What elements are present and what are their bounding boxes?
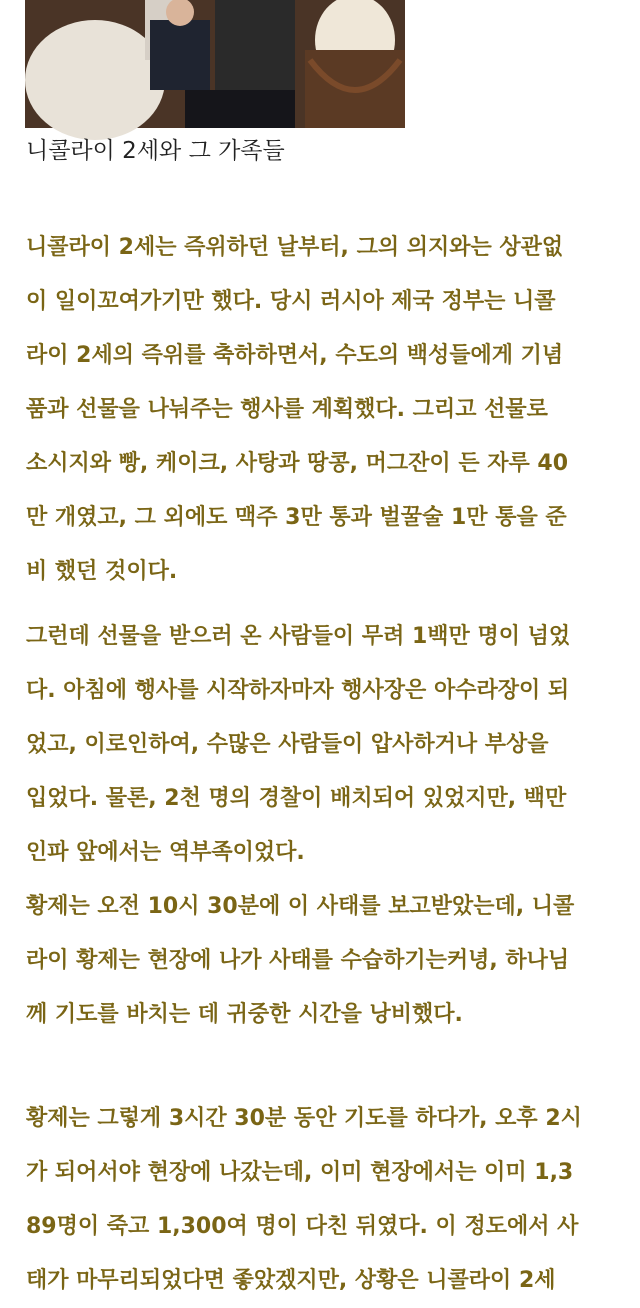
family-portrait-photo bbox=[25, 0, 405, 128]
text-line: 태가 마무리되었다면 좋았겠지만, 상황은 니콜라이 2세 bbox=[26, 1268, 556, 1293]
text-line: 황제는 그렇게 3시간 30분 동안 기도를 하다가, 오후 2시 bbox=[26, 1106, 582, 1131]
text-line: 이 일이꼬여가기만 했다. 당시 러시아 제국 정부는 니콜 bbox=[26, 289, 556, 314]
text-line: 입었다. 물론, 2천 명의 경찰이 배치되어 있었지만, 백만 bbox=[26, 786, 567, 811]
paragraph-1 bbox=[26, 221, 626, 599]
text-line: 가 되어서야 현장에 나갔는데, 이미 현장에서는 이미 1,3 bbox=[26, 1160, 574, 1185]
text-line: 라이 황제는 현장에 나가 사태를 수습하기는커녕, 하나님 bbox=[26, 948, 570, 973]
text-line: 라이 2세의 즉위를 축하하면서, 수도의 백성들에게 기념 bbox=[26, 343, 564, 368]
text-line: 인파 앞에서는 역부족이었다. bbox=[26, 840, 305, 865]
photo-caption: 니콜라이 2세와 그 가족들 bbox=[26, 138, 285, 164]
text-line: 품과 선물을 나눠주는 행사를 계획했다. 그리고 선물로 bbox=[26, 397, 548, 422]
paragraph-2 bbox=[26, 610, 626, 1042]
text-line: 비 했던 것이다. bbox=[26, 559, 178, 584]
text-line: 소시지와 빵, 케이크, 사탕과 땅콩, 머그잔이 든 자루 40 bbox=[26, 451, 569, 476]
text-line: 89명이 죽고 1,300여 명이 다친 뒤였다. 이 정도에서 사 bbox=[26, 1214, 579, 1239]
text-line: 었고, 이로인하여, 수많은 사람들이 압사하거나 부상을 bbox=[26, 732, 549, 757]
text-line: 께 기도를 바치는 데 귀중한 시간을 낭비했다. bbox=[26, 1002, 463, 1027]
text-line: 니콜라이 2세는 즉위하던 날부터, 그의 의지와는 상관없 bbox=[26, 235, 564, 260]
text-line: 다. 아침에 행사를 시작하자마자 행사장은 아수라장이 되 bbox=[26, 678, 570, 703]
paragraph-3 bbox=[26, 1092, 626, 1308]
text-line: 그런데 선물을 받으러 온 사람들이 무려 1백만 명이 넘었 bbox=[26, 624, 571, 649]
text-line: 만 개였고, 그 외에도 맥주 3만 통과 벌꿀술 1만 통을 준 bbox=[26, 505, 567, 530]
text-line: 황제는 오전 10시 30분에 이 사태를 보고받았는데, 니콜 bbox=[26, 894, 575, 919]
photo-figures-icon bbox=[25, 0, 405, 128]
